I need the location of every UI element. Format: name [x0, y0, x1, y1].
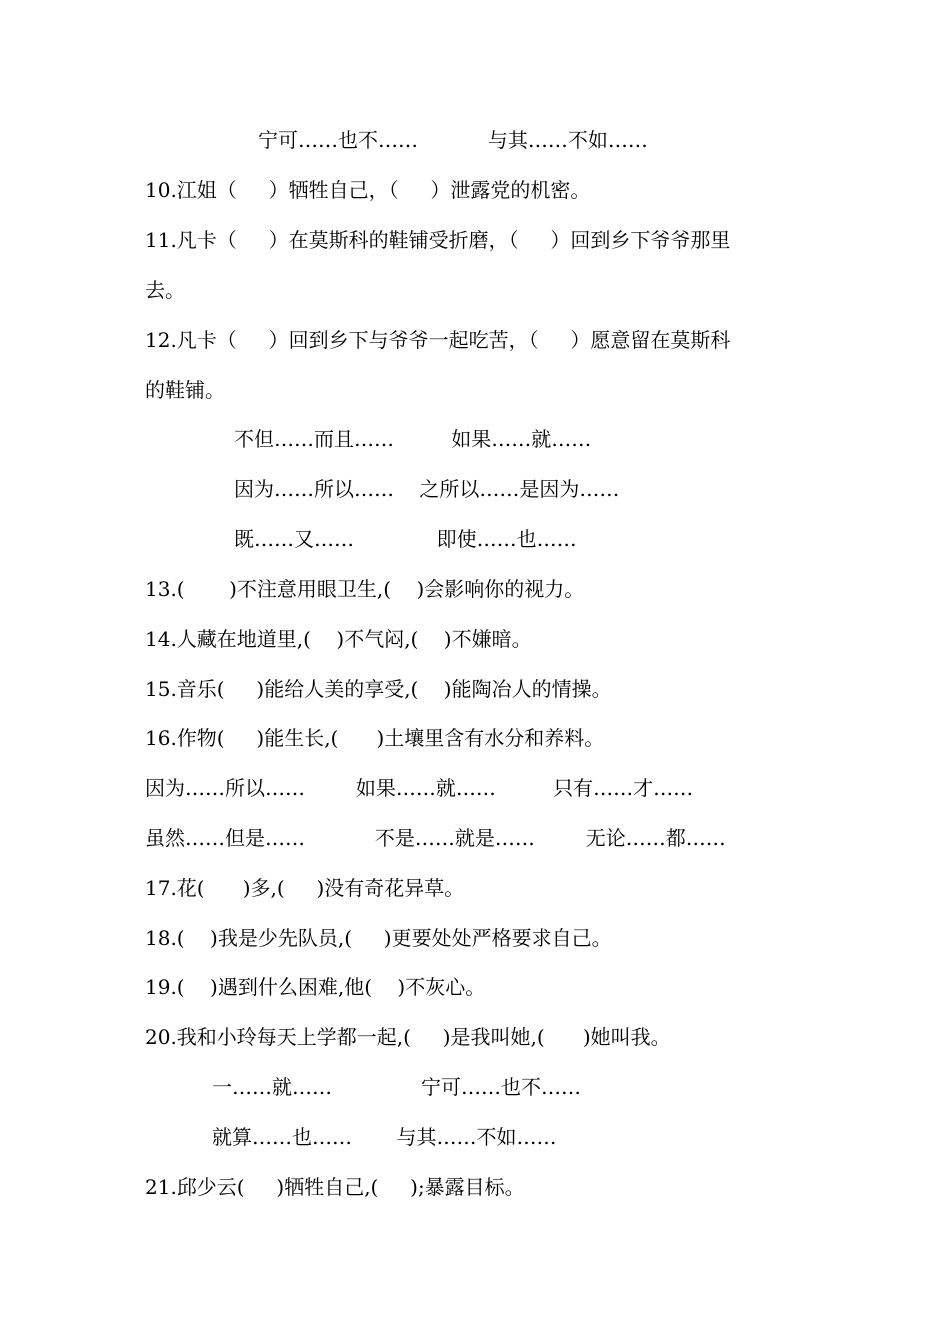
question-16: 16.作物( )能生长,( )土壤里含有水分和养料。: [145, 726, 605, 750]
phrase-options-line-2: 不但……而且…… 如果……就……: [234, 427, 592, 451]
question-13: 13.( )不注意用眼卫生,( )会影响你的视力。: [145, 577, 585, 601]
question-15: 15.音乐( )能给人美的享受,( )能陶冶人的情操。: [145, 677, 612, 701]
phrase-options-line-4: 既……又…… 即使……也……: [234, 527, 577, 551]
phrase-options-line-5: 因为……所以…… 如果……就…… 只有……才……: [145, 776, 694, 800]
question-14: 14.人藏在地道里,( )不气闷,( )不嫌暗。: [145, 627, 532, 651]
phrase-options-line-1: 宁可……也不…… 与其……不如……: [258, 128, 648, 152]
question-18: 18.( )我是少先队员,( )更要处处严格要求自己。: [145, 926, 612, 950]
question-10: 10.江姐（ ）牺牲自己，（ ）泄露党的机密。: [145, 178, 591, 202]
phrase-options-line-3: 因为……所以…… 之所以……是因为……: [234, 477, 620, 501]
phrase-options-line-8: 就算……也…… 与其……不如……: [212, 1125, 557, 1149]
question-17: 17.花( )多,( )没有奇花异草。: [145, 876, 465, 900]
question-21: 21.邱少云( )牺牲自己,( );暴露目标。: [145, 1175, 525, 1199]
question-20: 20.我和小玲每天上学都一起,( )是我叫她,( )她叫我。: [145, 1025, 671, 1049]
question-19: 19.( )遇到什么困难,他( )不灰心。: [145, 975, 486, 999]
phrase-options-line-6: 虽然……但是…… 不是……就是…… 无论……都……: [145, 826, 726, 850]
phrase-options-line-7: 一……就…… 宁可……也不……: [212, 1075, 582, 1099]
question-11-continued: 去。: [145, 278, 185, 302]
question-11: 11.凡卡（ ）在莫斯科的鞋铺受折磨，（ ）回到乡下爷爷那里: [145, 228, 731, 252]
question-12: 12.凡卡（ ）回到乡下与爷爷一起吃苦，（ ）愿意留在莫斯科: [145, 328, 731, 352]
question-12-continued: 的鞋铺。: [145, 378, 225, 402]
